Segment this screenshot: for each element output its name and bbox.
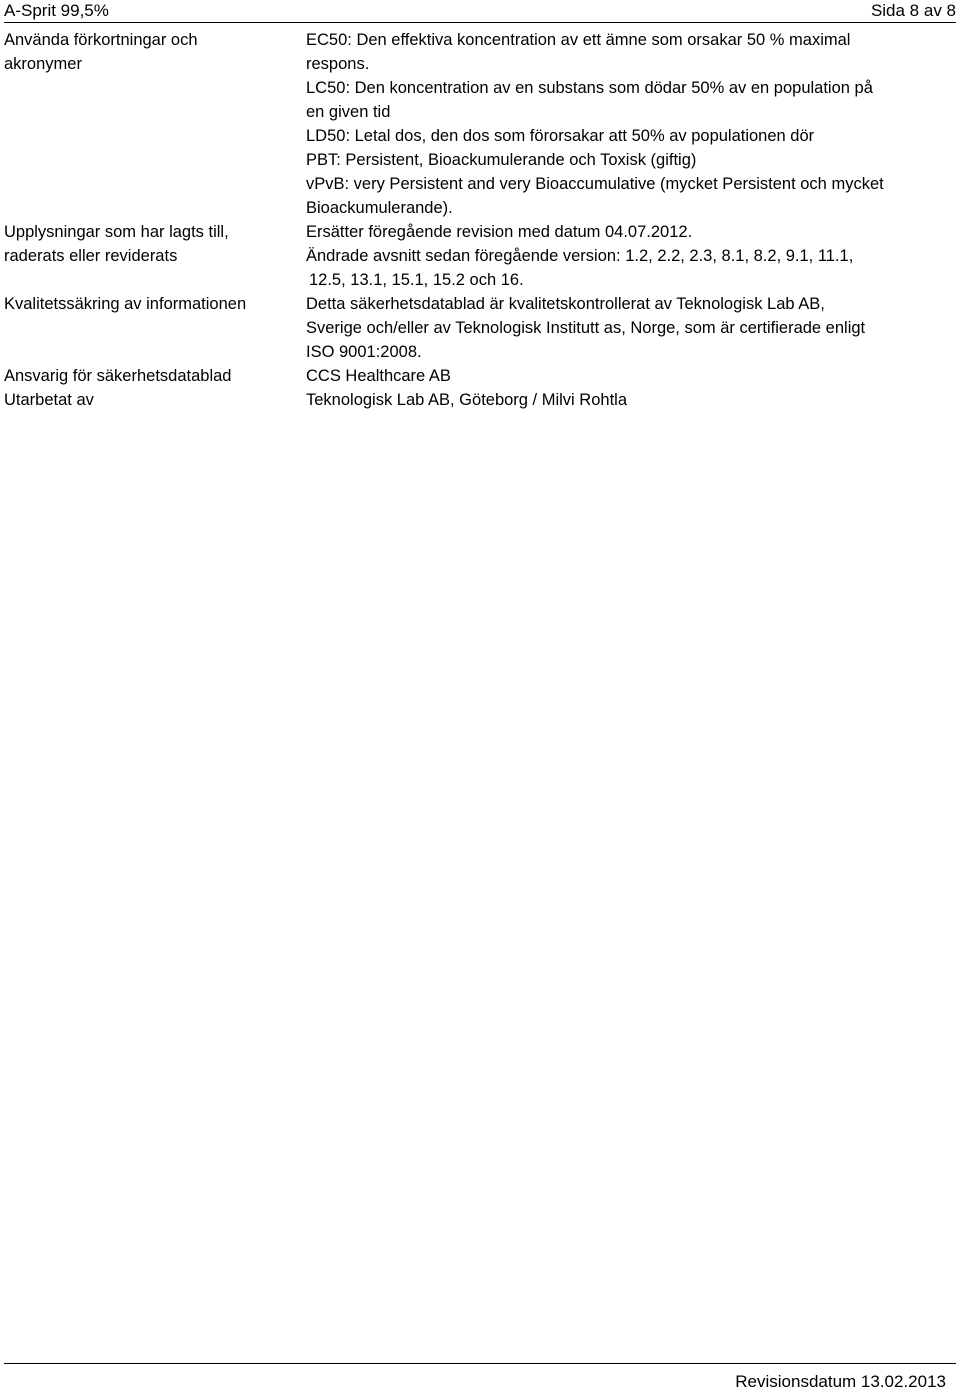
responsible-value: CCS Healthcare AB — [306, 367, 451, 385]
page-number: Sida 8 av 8 — [870, 1, 956, 20]
revisions-text: Ersätter föregående revision med datum 04.07.2012. Ändrade avsnitt sedan föregående version: 1.2, 2.2, 2.3, 8.1, 8.2, 9.1, 11.1, 12.5, 13.1, 15.1, 15.2 och 16. — [306, 223, 854, 289]
quality-section — [4, 292, 954, 364]
abbreviations-label: Använda förkortningar och akronymer — [4, 31, 198, 73]
page-header — [4, 0, 956, 23]
quality-label: Kvalitetssäkring av informationen — [4, 295, 247, 313]
quality-text: Detta säkerhetsdatablad är kvalitetskontrollerat av Teknologisk Lab AB, Sverige och/eller av Teknologisk Institutt as, Norge, som är certifierade enligt ISO 9001:2008. — [306, 295, 866, 361]
document-title: A-Sprit 99,5% — [4, 1, 109, 20]
revision-date: Revisionsdatum 13.02.2013 — [735, 1372, 946, 1391]
prepared-label: Utarbetat av — [4, 391, 94, 409]
responsible-section — [4, 364, 954, 388]
document-body — [4, 28, 954, 412]
responsible-label: Ansvarig för säkerhetsdatablad — [4, 367, 232, 385]
prepared-section — [4, 388, 954, 412]
abbreviations-section — [4, 28, 954, 220]
page-footer — [4, 1363, 956, 1394]
revisions-section — [4, 220, 954, 292]
abbreviations-text: EC50: Den effektiva koncentration av ett ämne som orsakar 50 % maximal respons. LC50: Den koncentration av en substans som dödar 50% av en population på en given tid LD50: Letal dos, den dos som förorsakar att 50% av populationen dör PBT: Persistent, Bioackumulerande och Toxisk (giftig) vPvB: very Persistent and very Bioaccumulative (mycket Persistent och mycket Bioackumulerande). — [306, 31, 884, 217]
revisions-label: Upplysningar som har lagts till, raderats eller reviderats — [4, 223, 229, 265]
prepared-value: Teknologisk Lab AB, Göteborg / Milvi Rohtla — [306, 391, 628, 409]
